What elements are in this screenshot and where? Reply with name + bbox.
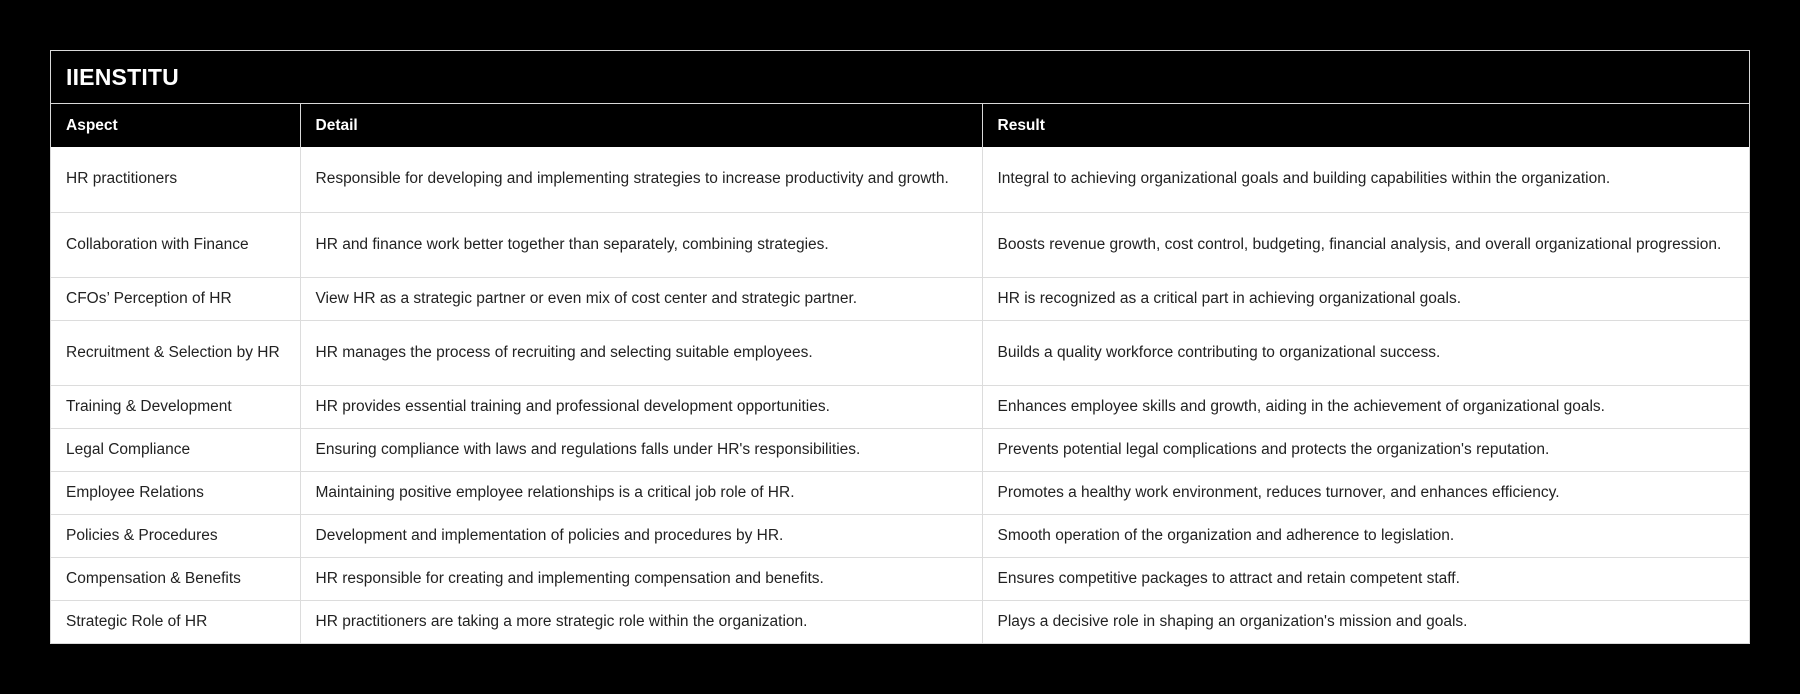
cell-detail: Maintaining positive employee relationships is a critical job role of HR. — [300, 471, 982, 514]
table-row — [51, 212, 1749, 277]
cell-aspect: Policies & Procedures — [51, 514, 300, 557]
column-header-aspect: Aspect — [51, 104, 300, 147]
cell-detail: HR and finance work better together than separately, combining strategies. — [300, 212, 982, 277]
table-row — [51, 277, 1749, 320]
cell-detail: View HR as a strategic partner or even mix of cost center and strategic partner. — [300, 277, 982, 320]
table-title: IIENSTITU — [51, 51, 1749, 104]
table-row — [51, 514, 1749, 557]
cell-result: Ensures competitive packages to attract and retain competent staff. — [982, 557, 1749, 600]
cell-aspect: HR practitioners — [51, 147, 300, 212]
cell-result: Enhances employee skills and growth, aiding in the achievement of organizational goals. — [982, 385, 1749, 428]
cell-aspect: Training & Development — [51, 385, 300, 428]
cell-result: Promotes a healthy work environment, reduces turnover, and enhances efficiency. — [982, 471, 1749, 514]
table-row — [51, 471, 1749, 514]
cell-aspect: Legal Compliance — [51, 428, 300, 471]
table-row — [51, 320, 1749, 385]
cell-detail: HR manages the process of recruiting and selecting suitable employees. — [300, 320, 982, 385]
cell-result: Plays a decisive role in shaping an organization's mission and goals. — [982, 600, 1749, 643]
cell-result: Prevents potential legal complications and protects the organization's reputation. — [982, 428, 1749, 471]
cell-detail: Ensuring compliance with laws and regulations falls under HR's responsibilities. — [300, 428, 982, 471]
column-header-detail: Detail — [300, 104, 982, 147]
cell-detail: HR responsible for creating and implementing compensation and benefits. — [300, 557, 982, 600]
header-row — [51, 104, 1749, 147]
cell-result: Integral to achieving organizational goals and building capabilities within the organization. — [982, 147, 1749, 212]
cell-detail: HR provides essential training and professional development opportunities. — [300, 385, 982, 428]
cell-result: Smooth operation of the organization and adherence to legislation. — [982, 514, 1749, 557]
cell-aspect: Recruitment & Selection by HR — [51, 320, 300, 385]
cell-detail: Responsible for developing and implementing strategies to increase productivity and growth. — [300, 147, 982, 212]
cell-aspect: CFOs’ Perception of HR — [51, 277, 300, 320]
table-row — [51, 428, 1749, 471]
cell-aspect: Strategic Role of HR — [51, 600, 300, 643]
column-header-result: Result — [982, 104, 1749, 147]
data-table — [51, 104, 1749, 643]
cell-aspect: Compensation & Benefits — [51, 557, 300, 600]
cell-result: Boosts revenue growth, cost control, budgeting, financial analysis, and overall organizational progression. — [982, 212, 1749, 277]
cell-result: Builds a quality workforce contributing to organizational success. — [982, 320, 1749, 385]
hr-aspects-table — [50, 50, 1750, 644]
cell-detail: Development and implementation of policies and procedures by HR. — [300, 514, 982, 557]
cell-detail: HR practitioners are taking a more strategic role within the organization. — [300, 600, 982, 643]
table-row — [51, 600, 1749, 643]
cell-aspect: Collaboration with Finance — [51, 212, 300, 277]
table-row — [51, 385, 1749, 428]
table-row — [51, 147, 1749, 212]
cell-aspect: Employee Relations — [51, 471, 300, 514]
table-row — [51, 557, 1749, 600]
cell-result: HR is recognized as a critical part in achieving organizational goals. — [982, 277, 1749, 320]
